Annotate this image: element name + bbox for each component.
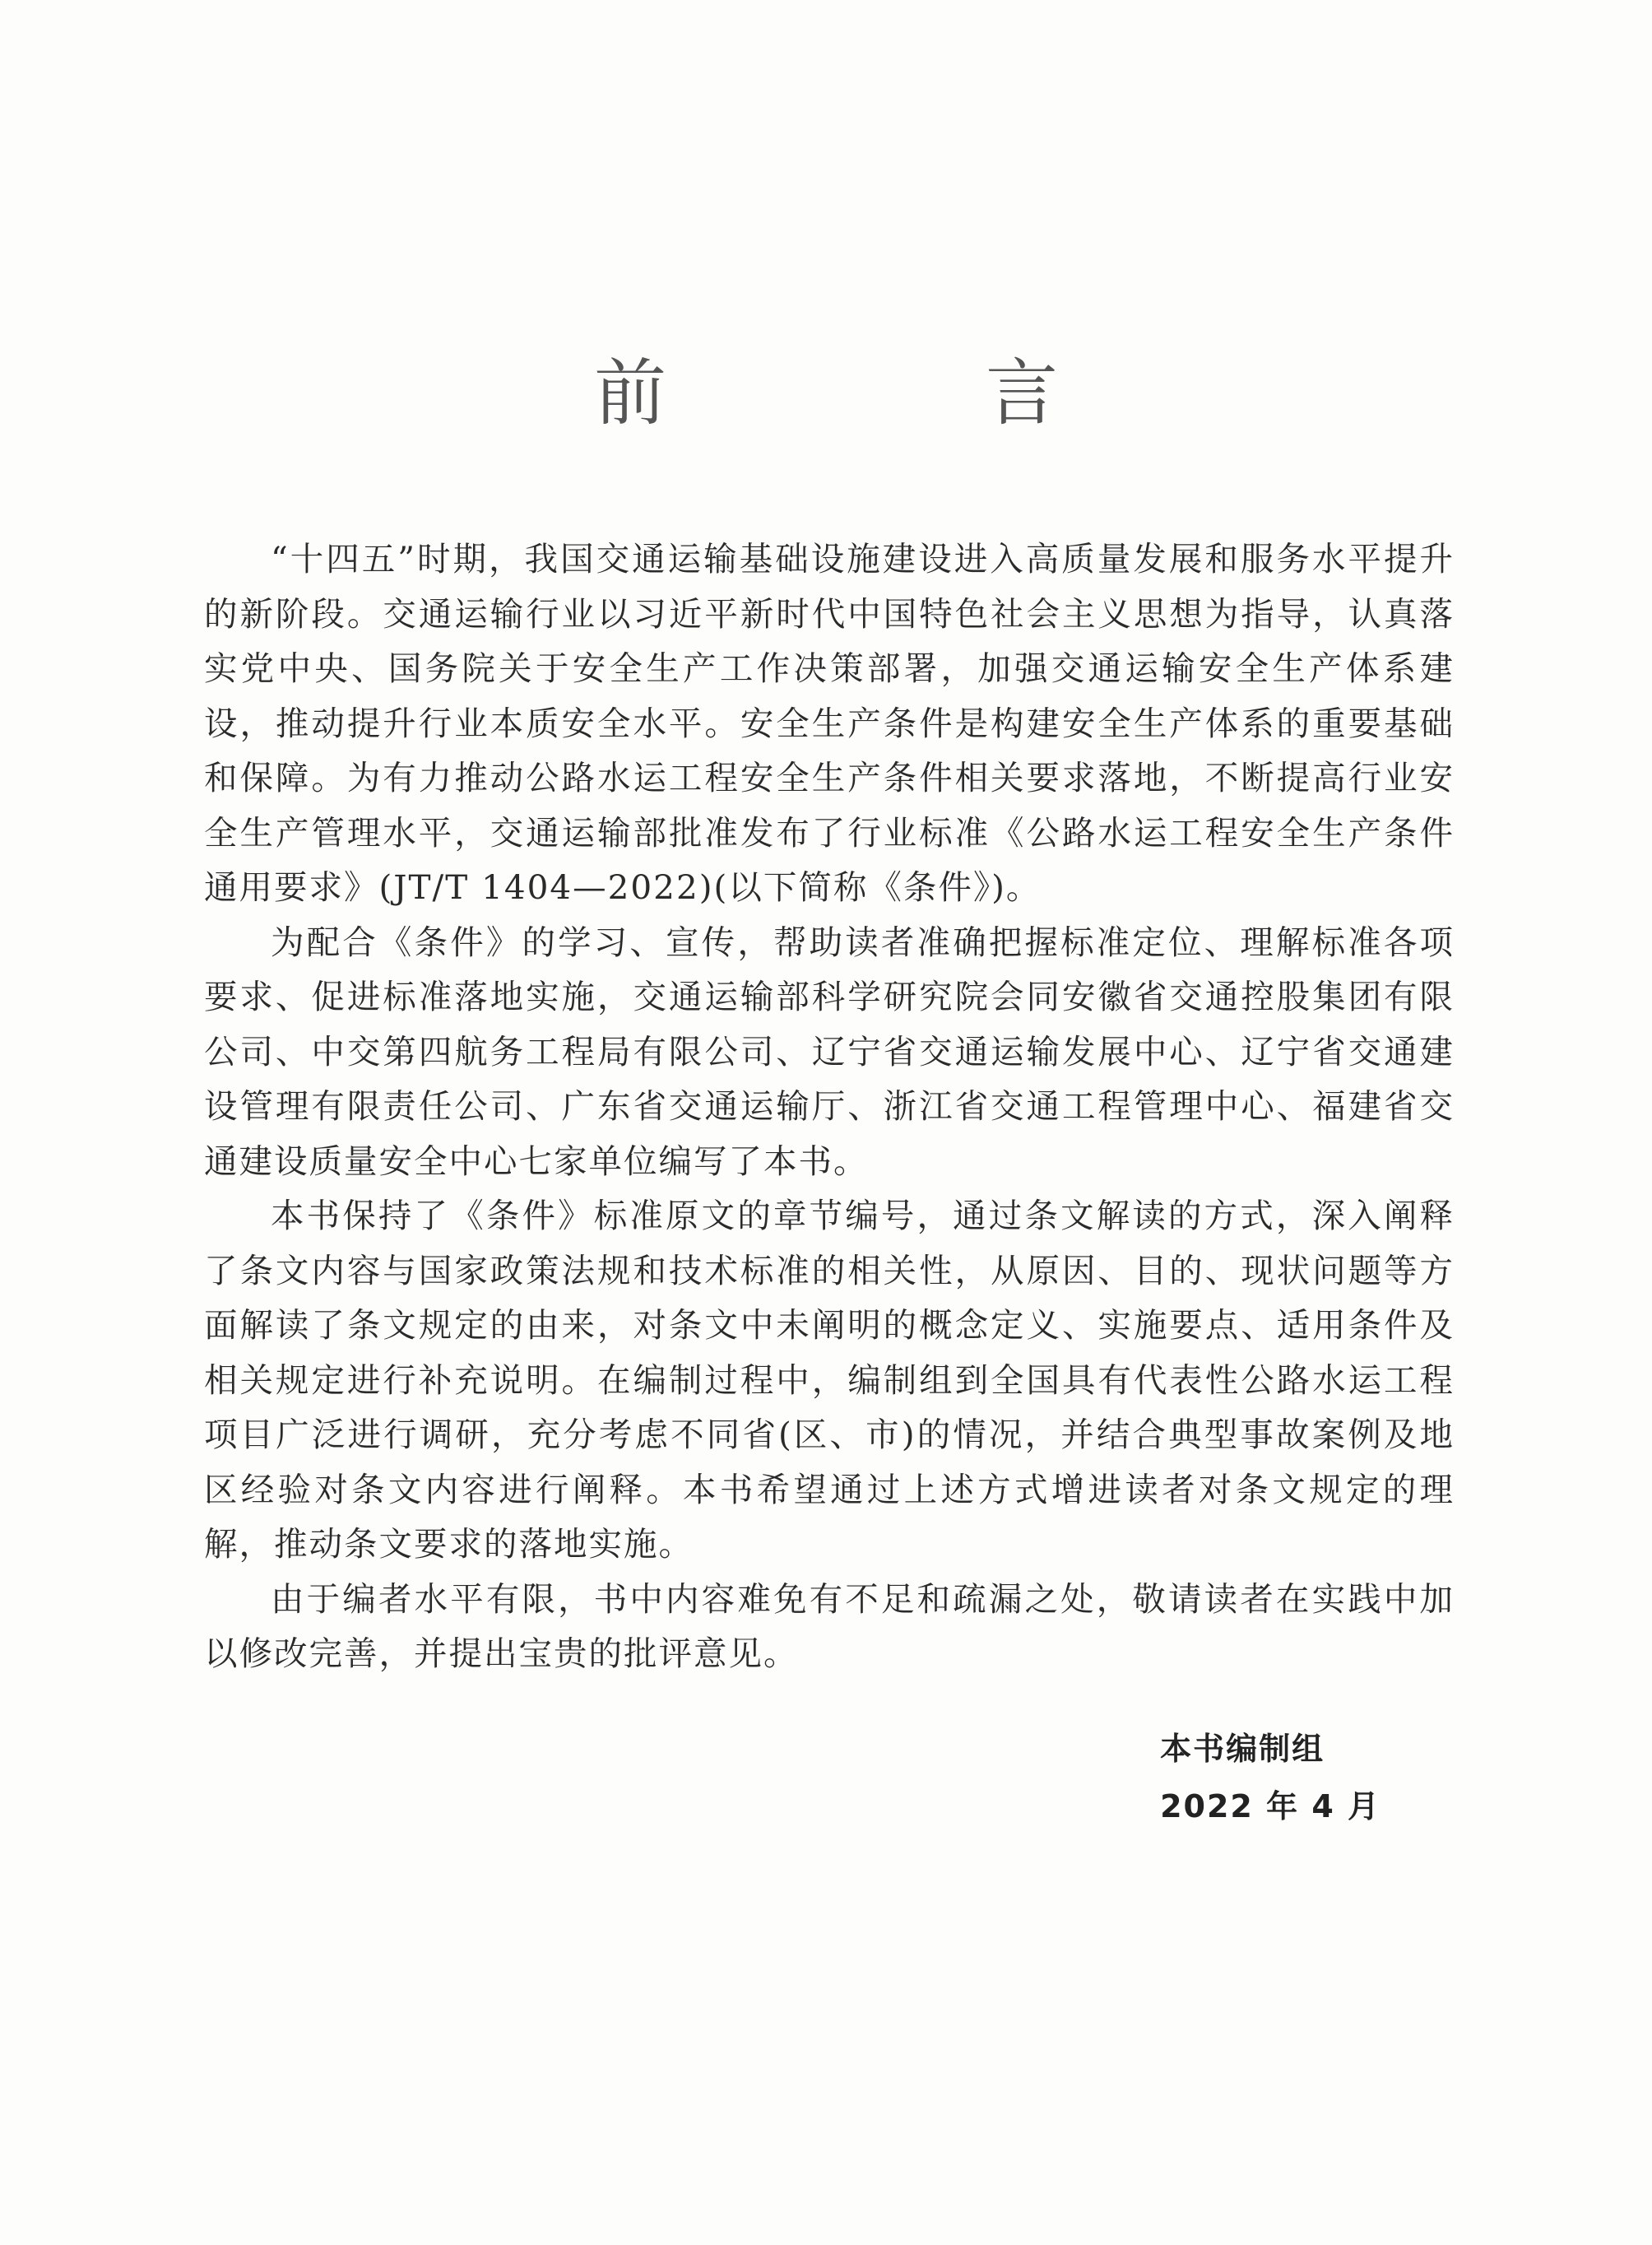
preface-body [204,532,1455,1681]
signature-block [1160,1720,1381,1835]
signature-date: 2022 年 4 月 [1160,1788,1381,1824]
signature-author: 本书编制组 [1160,1731,1325,1767]
paragraph-1: “十四五”时期，我国交通运输基础设施建设进入高质量发展和服务水平提升的新阶段。交通运输行业以习近平新时代中国特色社会主义思想为指导，认真落实党中央、国务院关于安全生产工作决策部署，加强交通运输安全生产体系建设，推动提升行业本质安全水平。安全生产条件是构建安全生产体系的重要基础和保障。为有力推动公路水运工程安全生产条件相关要求落地，不断提高行业安全生产管理水平，交通运输部批准发布了行业标准《公路水运工程安全生产条件通用要求》(JT/T 1404—2022)(以下简称《条件》)。 [204,539,1455,907]
paragraph-4: 由于编者水平有限，书中内容难免有不足和疏漏之处，敬请读者在实践中加以修改完善，并提出宝贵的批评意见。 [204,1578,1455,1673]
paragraph-3: 本书保持了《条件》标准原文的章节编号，通过条文解读的方式，深入阐释了条文内容与国家政策法规和技术标准的相关性，从原因、目的、现状问题等方面解读了条文规定的由来，对条文中未阐明的概念定义、实施要点、适用条件及相关规定进行补充说明。在编制过程中，编制组到全国具有代表性公路水运工程项目广泛进行调研，充分考虑不同省(区、市)的情况，并结合典型事故案例及地区经验对条文内容进行阐释。本书希望通过上述方式增进读者对条文规定的理解，推动条文要求的落地实施。 [204,1196,1455,1564]
page-title: 前 言 [593,351,1181,435]
paragraph-2: 为配合《条件》的学习、宣传，帮助读者准确把握标准定位、理解标准各项要求、促进标准落地实施，交通运输部科学研究院会同安徽省交通控股集团有限公司、中交第四航务工程局有限公司、辽宁省交通运输发展中心、辽宁省交通建设管理有限责任公司、广东省交通运输厅、浙江省交通工程管理中心、福建省交通建设质量安全中心七家单位编写了本书。 [204,922,1455,1181]
